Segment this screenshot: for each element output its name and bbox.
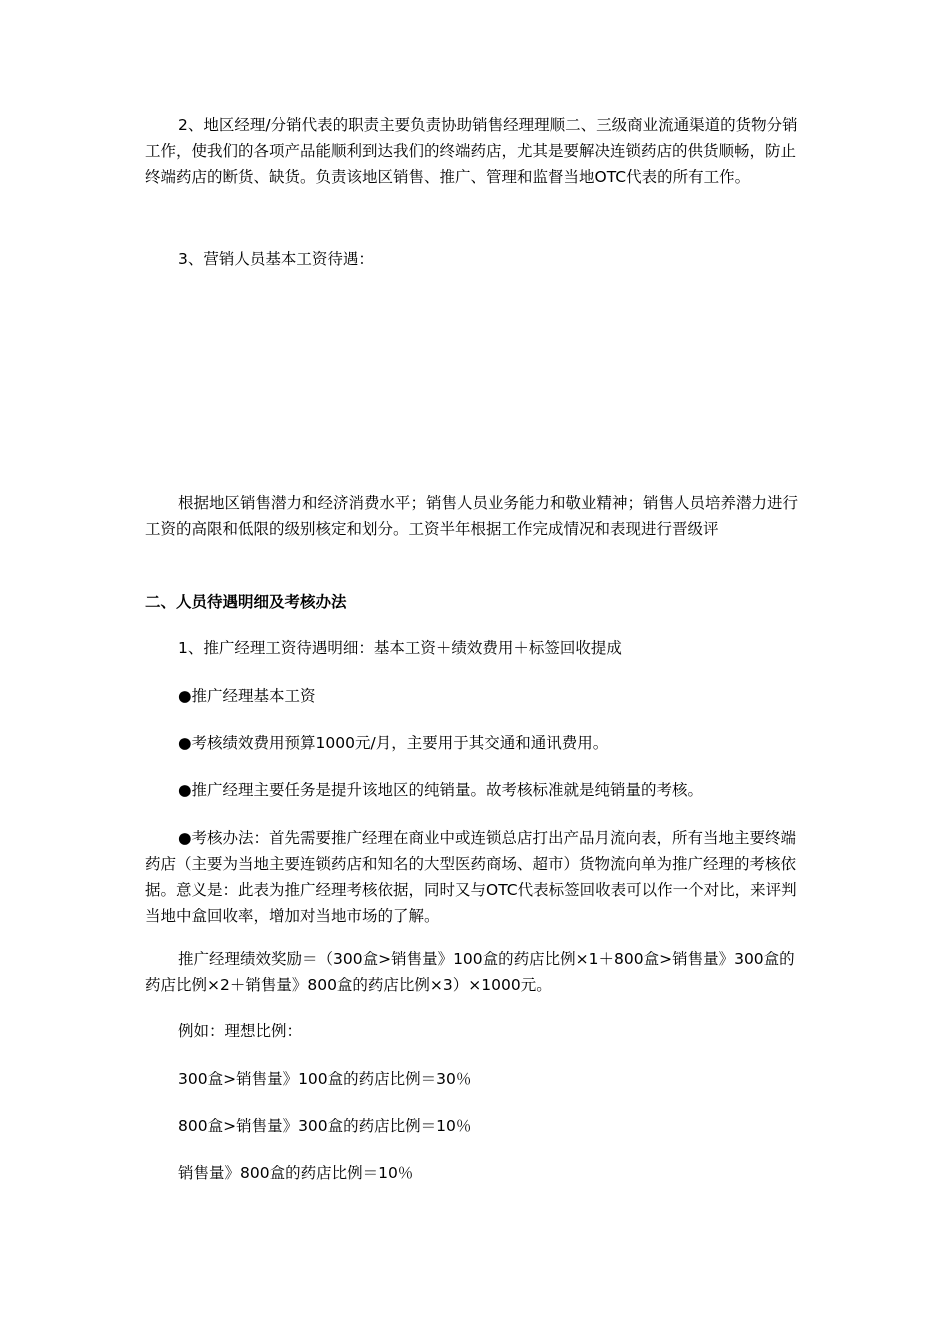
- bullet-performance-budget: ●考核绩效费用预算1000元/月，主要用于其交通和通讯费用。: [178, 734, 609, 752]
- paragraph-salary-grading: 根据地区销售潜力和经济消费水平；销售人员业务能力和敬业精神；销售人员培养潜力进行工资的高限和低限的级别核定和划分。工资半年根据工作完成情况和表现进行晋级评: [145, 494, 799, 538]
- paragraph-example-label: 例如：理想比例：: [178, 1022, 303, 1040]
- bullet-main-task: ●推广经理主要任务是提升该地区的纯销量。故考核标准就是纯销量的考核。: [178, 781, 704, 799]
- paragraph-regional-manager-duties: 2、地区经理/分销代表的职责主要负责协助销售经理理顺二、三级商业流通渠道的货物分销工作，使我们的各项产品能顺利到达我们的终端药店，尤其是要解决连锁药店的供货顺畅，防止终端药店的断货、缺货。负责该地区销售、推广、管理和监督当地OTC代表的所有工作。: [145, 116, 798, 186]
- example-ratio-3: 销售量》800盒的药店比例＝10％: [178, 1164, 414, 1182]
- bullet-assessment-method: ●考核办法：首先需要推广经理在商业中或连锁总店打出产品月流向表，所有当地主要终端药店（主要为当地主要连锁药店和知名的大型医药商场、超市）货物流向单为推广经理的考核依据。意义是：此表为推广经理考核依据，同时又与OTC代表标签回收表可以作一个对比，来评判当地中盒回收率，增加对当地市场的了解。: [145, 829, 797, 925]
- bullet-base-salary: ●推广经理基本工资: [178, 687, 316, 705]
- paragraph-bonus-formula: 推广经理绩效奖励＝（300盒>销售量》100盒的药店比例×1＋800盒>销售量》300盒的药店比例×2＋销售量》800盒的药店比例×3）×1000元。: [145, 950, 795, 994]
- paragraph-salary-heading: 3、营销人员基本工资待遇：: [178, 250, 374, 268]
- section-heading: 二、人员待遇明细及考核办法: [145, 593, 347, 611]
- paragraph-promotion-manager-pay: 1、推广经理工资待遇明细：基本工资＋绩效费用＋标签回收提成: [178, 639, 622, 657]
- example-ratio-1: 300盒>销售量》100盒的药店比例＝30％: [178, 1070, 472, 1088]
- example-ratio-2: 800盒>销售量》300盒的药店比例＝10％: [178, 1117, 472, 1135]
- blank-image-area: [145, 290, 807, 480]
